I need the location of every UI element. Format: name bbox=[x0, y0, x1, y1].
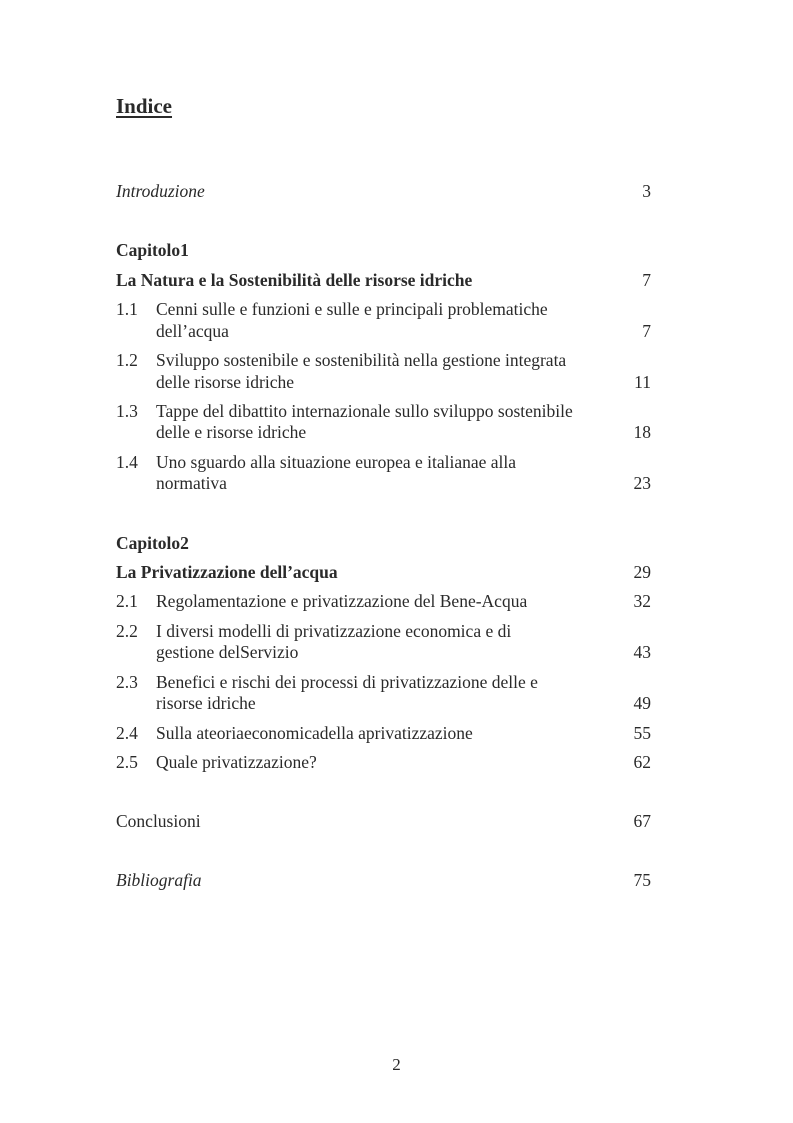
chapter2-page: 29 bbox=[633, 562, 651, 582]
section-number: 2.4 bbox=[116, 723, 138, 743]
section-page: 23 bbox=[633, 473, 651, 493]
section-title-line: dell’acqua bbox=[156, 321, 229, 341]
section-title-line: Uno sguardo alla situazione europea e italianae alla bbox=[156, 452, 517, 472]
section-number: 2.5 bbox=[116, 752, 138, 772]
section-number: 2.2 bbox=[116, 621, 138, 641]
section-title-line: Tappe del dibattito internazionale sullo sviluppo sostenibile bbox=[156, 401, 573, 421]
section-number: 1.3 bbox=[116, 401, 138, 421]
section-page: 62 bbox=[633, 752, 651, 772]
toc-intro-page: 3 bbox=[642, 181, 651, 201]
chapter1-label: Capitolo1 bbox=[116, 240, 189, 260]
section-page: 11 bbox=[634, 372, 651, 392]
chapter1-page: 7 bbox=[642, 270, 651, 290]
section-title-line: normativa bbox=[156, 473, 227, 493]
section-title-line: Cenni sulle e funzioni e sulle e principali problematiche bbox=[156, 299, 548, 319]
section-page: 7 bbox=[642, 321, 651, 341]
section-title-line: Quale privatizzazione? bbox=[156, 752, 317, 772]
section-title-line: I diversi modelli di privatizzazione economica e di bbox=[156, 621, 512, 641]
chapter2-title: La Privatizzazione dell’acqua bbox=[116, 562, 338, 582]
section-number: 2.1 bbox=[116, 591, 138, 611]
section-page: 49 bbox=[633, 693, 651, 713]
toc-bibliography-label: Bibliografia bbox=[116, 870, 202, 890]
section-page: 18 bbox=[633, 422, 651, 442]
section-title-line: delle e risorse idriche bbox=[156, 422, 307, 442]
section-page: 43 bbox=[633, 642, 651, 662]
toc-conclusions-label: Conclusioni bbox=[116, 811, 201, 831]
section-title-line: Sviluppo sostenibile e sostenibilità nella gestione integrata bbox=[156, 350, 567, 370]
section-number: 1.1 bbox=[116, 299, 138, 319]
section-page: 55 bbox=[633, 723, 651, 743]
chapter2-label: Capitolo2 bbox=[116, 533, 189, 553]
toc-intro-label: Introduzione bbox=[116, 181, 205, 201]
index-heading: Indice bbox=[116, 94, 173, 118]
toc-conclusions-page: 67 bbox=[633, 811, 651, 831]
toc-bibliography-page: 75 bbox=[633, 870, 651, 890]
chapter1-title: La Natura e la Sostenibilità delle risorse idriche bbox=[116, 270, 473, 290]
page-number: 2 bbox=[392, 1055, 401, 1074]
section-title-line: risorse idriche bbox=[156, 693, 256, 713]
section-title-line: gestione delServizio bbox=[156, 642, 299, 662]
section-title-line: Regolamentazione e privatizzazione del Bene-Acqua bbox=[156, 591, 528, 611]
section-title-line: Benefici e rischi dei processi di privatizzazione delle e bbox=[156, 672, 538, 692]
section-page: 32 bbox=[633, 591, 651, 611]
section-title-line: Sulla ateoriaeconomicadella aprivatizzazione bbox=[156, 723, 473, 743]
section-number: 2.3 bbox=[116, 672, 138, 692]
section-title-line: delle risorse idriche bbox=[156, 372, 295, 392]
section-number: 1.2 bbox=[116, 350, 138, 370]
section-number: 1.4 bbox=[116, 452, 138, 472]
